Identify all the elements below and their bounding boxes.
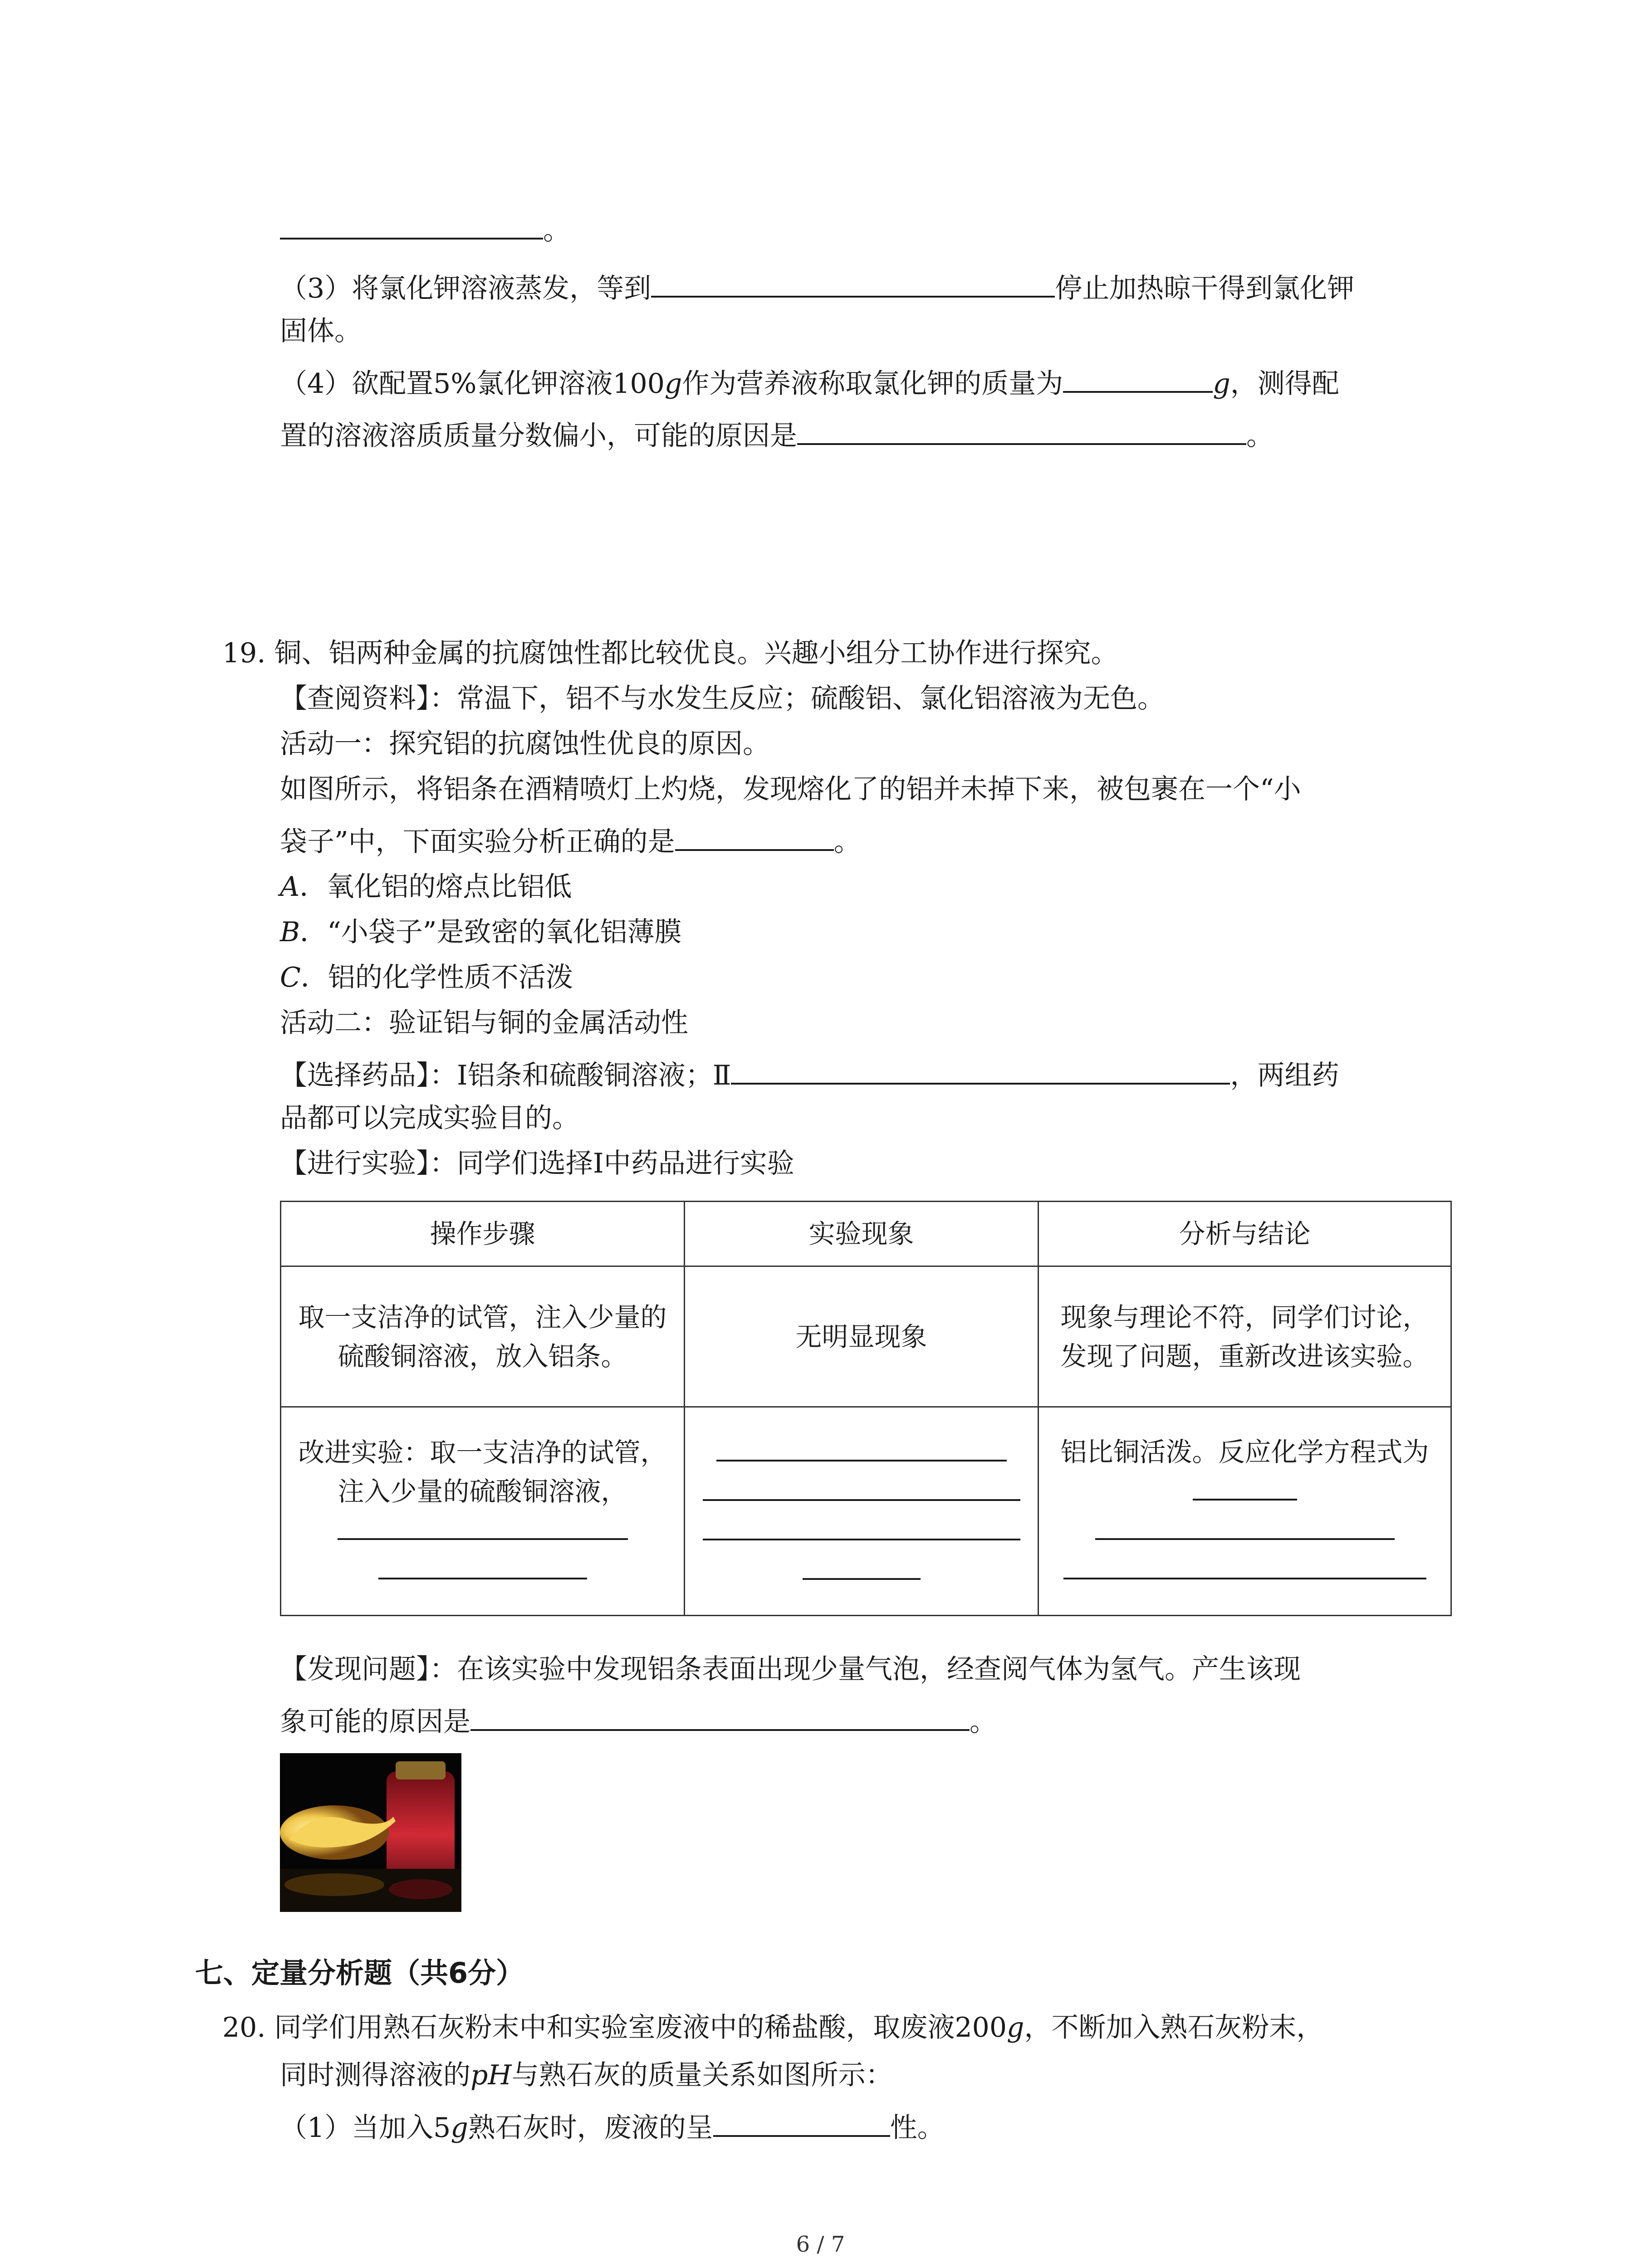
q18-part4: （4）欲配置5%氯化钾溶液100g作为营养液称取氯化钾的质量为 g，测得配	[280, 363, 1339, 402]
answer-blank[interactable]	[797, 415, 1246, 445]
q20-stem: 20. 同学们用熟石灰粉末中和实验室废液中的稀盐酸，取废液200g，不断加入熟石灰粉末，	[222, 2012, 1324, 2043]
option-a: A．氧化铝的熔点比铝低	[280, 871, 572, 903]
answer-blank[interactable]	[1063, 1550, 1426, 1579]
table-row	[281, 1266, 1451, 1407]
table-header: 实验现象	[685, 1202, 1038, 1266]
option-c: C．铝的化学性质不活泼	[280, 962, 573, 993]
q20-part1: （1）当加入5g熟石灰时，废液的呈 性。	[280, 2107, 945, 2146]
q20-stem-cont: 同时测得溶液的pH与熟石灰的质量关系如图所示：	[280, 2059, 893, 2091]
table-cell: 取一支洁净的试管，注入少量的硫酸铜溶液，放入铝条。	[281, 1266, 685, 1407]
q18-part3: （3）将氯化钾溶液蒸发，等到 停止加热晾干得到氯化钾	[280, 268, 1354, 307]
table-header: 操作步骤	[281, 1202, 685, 1266]
page-number: 6 / 7	[796, 2232, 845, 2257]
answer-blank[interactable]	[1193, 1471, 1297, 1501]
q19-select-reagents: 【选择药品】：Ⅰ铝条和硫酸铜溶液；Ⅱ ，两组药	[280, 1055, 1339, 1094]
answer-blank[interactable]	[651, 268, 1055, 298]
option-b: B．“小袋子”是致密的氧化铝薄膜	[280, 916, 682, 948]
answer-blank[interactable]	[470, 1701, 970, 1731]
q19-description-cont: 袋子”中，下面实验分析正确的是 。	[280, 821, 861, 860]
table-cell: 铝比铜活泼。反应化学方程式为	[1038, 1407, 1451, 1616]
answer-blank[interactable]	[338, 1511, 628, 1540]
q18-part3-cont: 固体。	[280, 315, 362, 347]
q19-description: 如图所示，将铝条在酒精喷灯上灼烧，发现熔化了的铝并未掉下来，被包裹在一个“小	[280, 773, 1301, 805]
q19-reference: 【查阅资料】：常温下，铝不与水发生反应；硫酸铝、氯化铝溶液为无色。	[280, 683, 1165, 714]
experiment-table	[280, 1201, 1452, 1616]
answer-blank[interactable]	[1063, 363, 1213, 393]
q18-blank-line: 。	[280, 210, 570, 249]
q19-select-reagents-cont: 品都可以完成实验目的。	[280, 1102, 579, 1134]
table-row	[281, 1407, 1451, 1616]
answer-blank[interactable]	[1095, 1511, 1395, 1540]
answer-blank[interactable]	[803, 1551, 921, 1580]
table-cell	[685, 1407, 1038, 1616]
q19-activity1: 活动一：探究铝的抗腐蚀性优良的原因。	[280, 728, 770, 760]
table-header: 分析与结论	[1038, 1202, 1451, 1266]
section-heading: 七、定量分析题（共6分）	[195, 1956, 524, 1989]
q19-conduct-experiment: 【进行实验】：同学们选择Ⅰ中药品进行实验	[280, 1148, 794, 1179]
answer-blank[interactable]	[675, 821, 834, 851]
q19-find-problem-cont: 象可能的原因是 。	[280, 1701, 997, 1740]
answer-blank[interactable]	[703, 1472, 1020, 1501]
answer-blank[interactable]	[703, 1511, 1020, 1540]
aluminum-burning-photo	[280, 1753, 461, 1912]
q18-part4-cont: 置的溶液溶质质量分数偏小，可能的原因是 。	[280, 415, 1274, 454]
answer-blank[interactable]	[716, 1432, 1007, 1461]
table-cell: 无明显现象	[685, 1266, 1038, 1407]
answer-blank[interactable]	[713, 2107, 890, 2137]
table-cell: 改进实验：取一支洁净的试管，注入少量的硫酸铜溶液，	[281, 1407, 685, 1616]
answer-blank[interactable]	[731, 1055, 1230, 1085]
q19-activity2: 活动二：验证铝与铜的金属活动性	[280, 1007, 688, 1039]
q19-stem: 19. 铜、铝两种金属的抗腐蚀性都比较优良。兴趣小组分工协作进行探究。	[222, 637, 1118, 669]
answer-blank[interactable]	[280, 210, 543, 240]
table-cell: 现象与理论不符，同学们讨论，发现了问题，重新改进该实验。	[1038, 1266, 1451, 1407]
answer-blank[interactable]	[378, 1550, 587, 1579]
table-header-row	[281, 1202, 1451, 1266]
q19-find-problem: 【发现问题】：在该实验中发现铝条表面出现少量气泡，经查阅气体为氢气。产生该现	[280, 1653, 1301, 1685]
